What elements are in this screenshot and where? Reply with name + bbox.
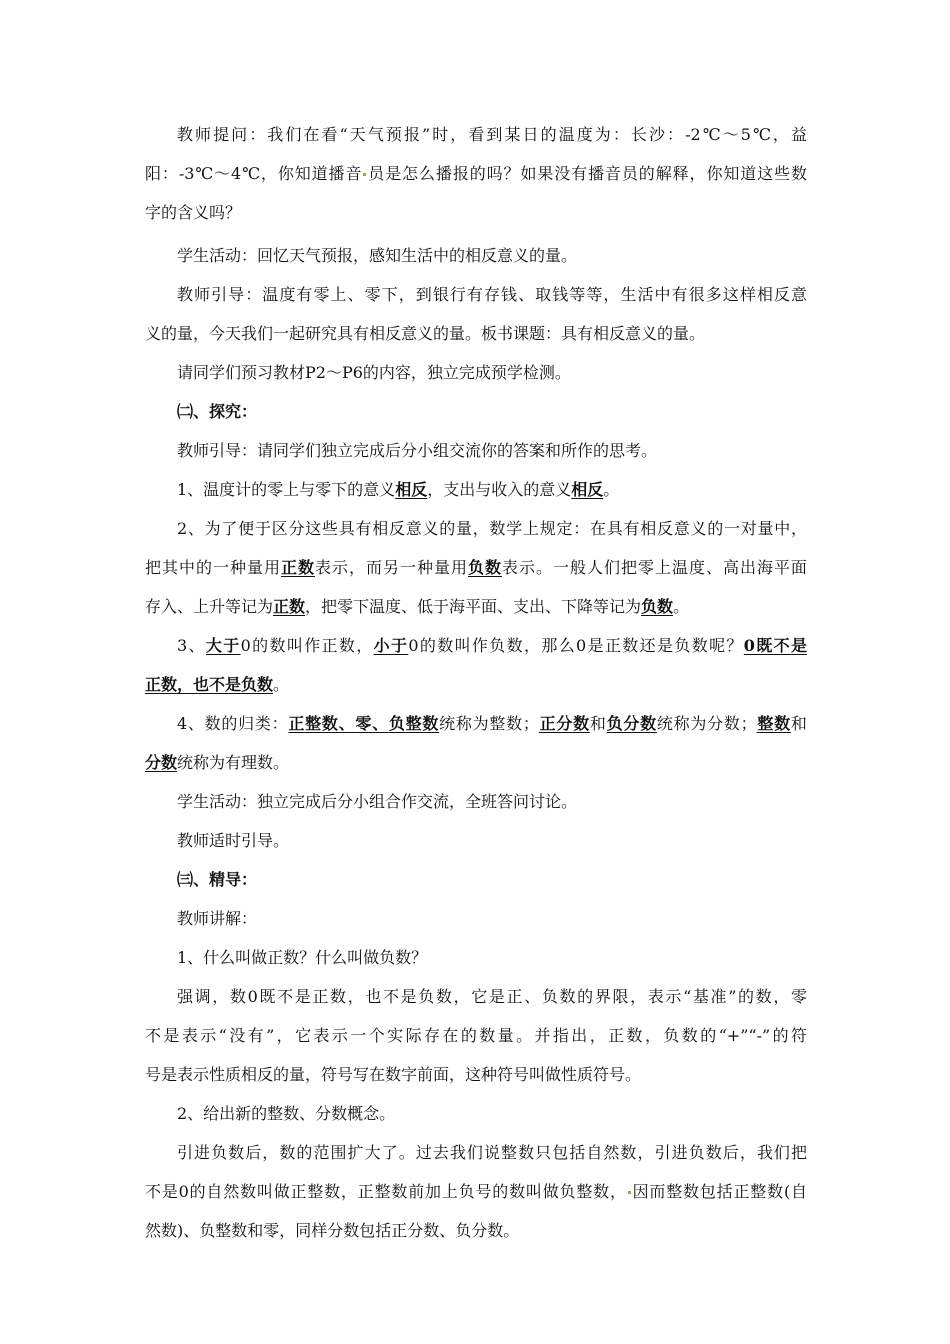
paragraph-emphasis-line3 — [145, 1056, 807, 1094]
text: 号是表示性质相反的量，符号写在数字前面，这种符号叫做性质符号。 — [145, 1065, 642, 1084]
text: 1、什么叫做正数？什么叫做负数？ — [177, 948, 428, 967]
text: 强调，数0既不是正数，也不是负数，它是正、负数的界限，表示“基准”的数，零 — [177, 987, 807, 1006]
text: 不是0的自然数叫做正整数，正整数前加上负号的数叫做负整数， — [145, 1182, 627, 1201]
text: 请同学们预习教材P2～P6的内容，独立完成预学检测。 — [177, 363, 571, 382]
paragraph-teacher-question-line2 — [145, 155, 807, 193]
item-3-line1 — [145, 627, 807, 665]
text: 学生活动：独立完成后分小组合作交流，全班答问讨论。 — [177, 792, 578, 811]
text: 统称为有理数。 — [177, 753, 290, 772]
text: 教师讲解： — [177, 909, 258, 928]
answer-blank: 正整数 — [288, 714, 339, 733]
dot-mark — [628, 1191, 631, 1194]
text: 3、 — [177, 636, 206, 655]
text: 2、给出新的整数、分数概念。 — [177, 1104, 396, 1123]
text: 0的数叫作正数， — [240, 636, 374, 655]
text: 教师提问：我们在看“天气预报”时，看到某日的温度为：长沙：-2℃～5℃，益 — [177, 125, 807, 144]
answer-blank: 零 — [355, 714, 373, 733]
answer-blank: 相反 — [395, 480, 428, 499]
answer-blank: 负分数 — [606, 714, 657, 733]
text: 。 — [273, 675, 290, 694]
paragraph-teacher-question-line3 — [145, 194, 807, 232]
text: ㈡、探究： — [177, 402, 258, 421]
text: 表示。一般人们把零上温度、高出海平面 — [501, 558, 807, 577]
text: 0的数叫作负数，那么0是正数还是负数呢？ — [408, 636, 744, 655]
answer-blank: 小于 — [373, 636, 409, 655]
section-heading-explore — [145, 393, 807, 431]
text: 然数)、负整数和零，同样分数包括正分数、负分数。 — [145, 1221, 520, 1240]
item-2-line1 — [145, 510, 807, 548]
paragraph-emphasis-line2 — [145, 1017, 807, 1055]
item-1 — [145, 471, 807, 509]
paragraph-teacher-timely — [145, 822, 807, 860]
answer-blank: 大于 — [205, 636, 241, 655]
text: 不是表示“没有”，它表示一个实际存在的数量。并指出，正数，负数的“+”“-”的符 — [145, 1026, 807, 1045]
text: 表示，而另一种量用 — [314, 558, 468, 577]
paragraph-negative-line1 — [145, 1134, 807, 1172]
text: 字的含义吗？ — [145, 203, 242, 222]
paragraph-teacher-explain — [145, 900, 807, 938]
text: 。 — [673, 597, 690, 616]
paragraph-student-activity-2 — [145, 783, 807, 821]
answer-blank: 负整数 — [388, 714, 440, 733]
text: 统称为整数； — [439, 714, 539, 733]
answer-blank: 0既不是 — [743, 636, 807, 655]
answer-blank: 正分数 — [538, 714, 590, 733]
text: 2、为了便于区分这些具有相反意义的量，数学上规定：在具有相反意义的一对量中， — [177, 519, 807, 538]
text: 引进负数后，数的范围扩大了。过去我们说整数只包括自然数，引进负数后，我们把 — [177, 1143, 807, 1162]
answer-blank: 、 — [338, 714, 356, 733]
paragraph-preview — [145, 354, 807, 392]
text: 员是怎么播报的吗？如果没有播音员的解释，你知道这些数 — [367, 164, 807, 183]
text: 教师适时引导。 — [177, 831, 290, 850]
text: 4、数的归类： — [177, 714, 289, 733]
text: ，把零下温度、低于海平面、支出、下降等记为 — [305, 597, 642, 616]
text: 教师引导：请同学们独立完成后分小组交流你的答案和所作的思考。 — [177, 441, 658, 460]
paragraph-negative-line3 — [145, 1212, 807, 1250]
text: ，支出与收入的意义 — [427, 480, 572, 499]
text: 和 — [589, 714, 607, 733]
item-4-line1 — [145, 705, 807, 743]
text: 阳：-3℃～4℃，你知道播音 — [145, 164, 363, 183]
paragraph-negative-line2 — [145, 1173, 807, 1211]
text: 存入、上升等记为 — [145, 597, 274, 616]
item-4-line2 — [145, 744, 807, 782]
text: 1、温度计的零上与零下的意义 — [177, 480, 396, 499]
answer-blank: 负数 — [467, 558, 502, 577]
answer-blank: 整数 — [756, 714, 791, 733]
paragraph-emphasis-line1 — [145, 978, 807, 1016]
text: ㈢、精导： — [177, 870, 258, 889]
answer-blank: 正数，也不是负数 — [145, 675, 274, 694]
paragraph-teacher-guide-line1 — [145, 276, 807, 314]
item-3-line2 — [145, 666, 807, 704]
answer-blank: 分数 — [145, 753, 178, 772]
text: 教师引导：温度有零上、零下，到银行有存钱、取钱等等，生活中有很多这样相反意 — [177, 285, 807, 304]
answer-blank: 正数 — [280, 558, 315, 577]
text: 因而整数包括正整数(自 — [631, 1182, 807, 1201]
answer-blank: 、 — [372, 714, 389, 733]
question-2 — [145, 1095, 807, 1133]
question-1 — [145, 939, 807, 977]
text: 和 — [790, 714, 807, 733]
paragraph-teacher-guide-2 — [145, 432, 807, 470]
paragraph-teacher-guide-line2 — [145, 315, 807, 353]
item-2-line2 — [145, 549, 807, 587]
item-2-line3 — [145, 588, 807, 626]
answer-blank: 正数 — [273, 597, 306, 616]
text: 。 — [603, 480, 620, 499]
paragraph-student-activity — [145, 237, 807, 275]
text: 学生活动：回忆天气预报，感知生活中的相反意义的量。 — [177, 246, 578, 265]
answer-blank: 负数 — [641, 597, 674, 616]
text: 把其中的一种量用 — [145, 558, 281, 577]
dot-mark — [363, 173, 366, 176]
text: 义的量，今天我们一起研究具有相反意义的量。板书课题：具有相反意义的量。 — [145, 324, 706, 343]
text: 统称为分数； — [656, 714, 757, 733]
answer-blank: 相反 — [571, 480, 604, 499]
section-heading-guide — [145, 861, 807, 899]
paragraph-teacher-question-line1 — [145, 116, 807, 154]
